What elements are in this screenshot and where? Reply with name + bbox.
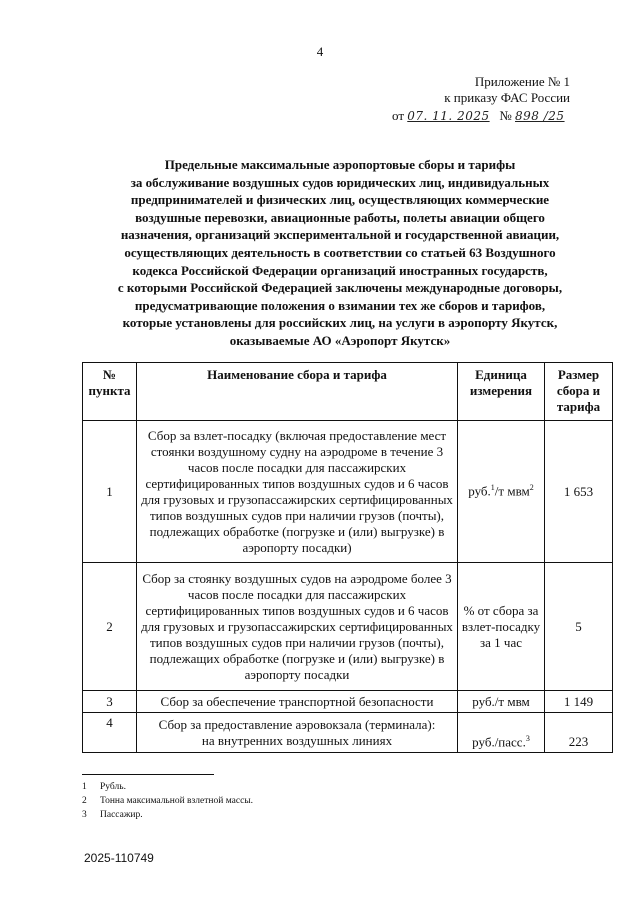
row-name: Сбор за взлет-посадку (включая предоставление мест стоянки воздушному судну на аэродроме в течение 3 часов после посадки для пассажирских сертифицированных типов воздушных судов и 6 часов для грузовых и грузопассажирских сертифицированных типов воздушных судов при наличии грузов (почты), подлежащих обработке (погрузке и (или) выгрузке) в аэропорту посадки) xyxy=(137,421,458,563)
table-row xyxy=(83,713,613,753)
footnote-number: 2 xyxy=(82,796,87,806)
header-unit: Единица измерения xyxy=(458,363,545,421)
footnote xyxy=(82,780,253,794)
footnotes xyxy=(82,780,253,822)
order-date-number-line xyxy=(392,108,592,124)
title-line: назначения, организаций экспериментальной и государственной авиации, xyxy=(120,227,560,243)
unit-text: руб. xyxy=(468,483,491,499)
title-line: осуществляющих деятельность в соответствии со статьей 63 Воздушного xyxy=(124,244,556,260)
page-number: 4 xyxy=(316,44,324,59)
row-size: 1 653 xyxy=(545,421,613,563)
footnote-text: Рубль. xyxy=(100,782,126,792)
row-size: 1 149 xyxy=(545,691,613,713)
unit-text: руб./пасс. xyxy=(472,734,526,749)
footnote-ref: 2 xyxy=(529,483,534,493)
row-name-line: Сбор за предоставление аэровокзала (терминала): xyxy=(158,716,436,732)
document-title xyxy=(70,156,610,350)
row-name: Сбор за стоянку воздушных судов на аэродроме более 3 часов после посадки для пассажирских сертифицированных типов воздушных судов и 6 часов для грузовых и грузопассажирских сертифицированных типов воздушных судов при наличии грузов (почты), подлежащих обработке (погрузке и (или) выгрузке) в аэропорту посадки xyxy=(137,563,458,691)
title-line: предпринимателей и физических лиц, осуществляющих коммерческие xyxy=(130,192,550,208)
table-header-row xyxy=(83,363,613,421)
title-line: предусматривающие положения о взимании тех же сборов и тарифов, xyxy=(134,297,546,313)
header-size: Размер сбора и тарифа xyxy=(545,363,613,421)
header-name: Наименование сбора и тарифа xyxy=(137,363,458,421)
title-line: кодекса Российской Федерации организаций иностранных государств, xyxy=(132,262,548,278)
header-num: № пункта xyxy=(83,363,137,421)
footnote xyxy=(82,808,253,822)
row-name xyxy=(137,713,458,753)
row-num: 3 xyxy=(83,691,137,713)
row-size: 223 xyxy=(545,713,613,753)
appendix-title: Приложение № 1 xyxy=(474,74,570,89)
footnote-ref: 1 xyxy=(490,483,495,493)
row-num: 1 xyxy=(83,421,137,563)
footnote-ref: 3 xyxy=(525,733,530,743)
row-name: Сбор за обеспечение транспортной безопасности xyxy=(137,691,458,713)
row-num: 2 xyxy=(83,563,137,691)
row-name-line: на внутренних воздушных линиях xyxy=(201,732,393,748)
title-line: за обслуживание воздушных судов юридических лиц, индивидуальных xyxy=(130,174,550,190)
tariffs-table xyxy=(82,362,613,753)
row-unit: руб./т мвм xyxy=(458,691,545,713)
row-unit xyxy=(458,421,545,563)
table-row xyxy=(83,691,613,713)
table-row xyxy=(83,563,613,691)
footnote-text: Тонна максимальной взлетной массы. xyxy=(100,796,254,806)
handwritten-number: 898 /25 xyxy=(515,109,565,123)
title-line: которые установлены для российских лиц, на услуги в аэропорту Якутск, xyxy=(122,315,558,331)
row-unit: % от сбора за взлет-посадку за 1 час xyxy=(458,563,545,691)
row-size: 5 xyxy=(545,563,613,691)
footnote-number: 1 xyxy=(82,782,87,792)
row-unit xyxy=(458,713,545,753)
unit-text: /т мвм xyxy=(494,483,530,499)
title-line: с которыми Российской Федерацией заключены международные договоры, xyxy=(117,280,563,296)
date-prefix: от xyxy=(392,108,405,123)
row-num: 4 xyxy=(83,713,137,753)
appendix-header xyxy=(400,74,570,106)
footnote xyxy=(82,794,253,808)
document-registration-number: 2025-110749 xyxy=(84,851,154,865)
footnote-number: 3 xyxy=(82,810,87,820)
footnote-divider xyxy=(82,774,214,775)
number-prefix: № xyxy=(499,108,512,123)
title-line: оказываемые АО «Аэропорт Якутск» xyxy=(229,332,451,348)
title-line: Предельные максимальные аэропортовые сборы и тарифы xyxy=(164,157,516,172)
handwritten-date: 07. 11. 2025 xyxy=(407,109,490,123)
table-row xyxy=(83,421,613,563)
title-line: воздушные перевозки, авиационные работы, полеты авиации общего xyxy=(135,209,545,225)
footnote-text: Пассажир. xyxy=(100,810,143,820)
appendix-order-ref: к приказу ФАС России xyxy=(444,90,570,105)
